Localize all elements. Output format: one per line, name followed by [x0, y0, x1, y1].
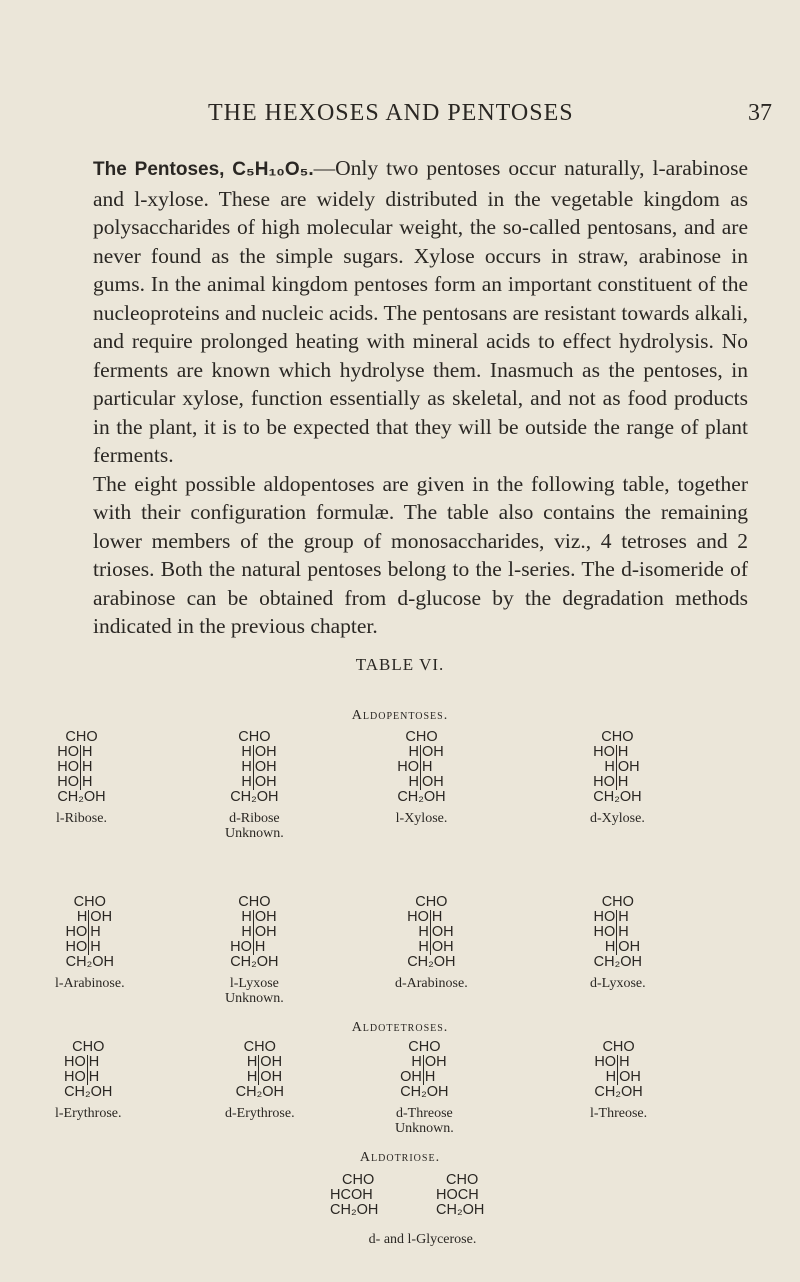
- pentose-left-substituent: HO: [55, 745, 81, 760]
- pentose-row: [228, 745, 281, 760]
- pentose-name: d-Arabinose.: [395, 976, 468, 991]
- pentose-row: [228, 910, 281, 925]
- tetrose-right-substituent: OH: [619, 1069, 641, 1085]
- tetrose-row: [233, 1070, 286, 1085]
- pentose-right-substituent: OH: [618, 939, 641, 955]
- tetrose-left-substituent: H: [398, 1055, 424, 1070]
- tetrose-row: [233, 1055, 286, 1070]
- tetrose-name: l-Erythrose.: [55, 1106, 122, 1121]
- tetrose-right-substituent: H: [619, 1054, 630, 1070]
- pentose-right-substituent: H: [90, 939, 101, 955]
- tetrose-right-substituent: H: [424, 1069, 436, 1085]
- tetrose-top-group: CHO: [602, 1039, 635, 1055]
- triose-left-top: CHO: [342, 1172, 375, 1188]
- page-number: 37: [748, 100, 772, 126]
- pentose-formula: [395, 730, 448, 826]
- pentose-bottom-group: CH₂OH: [57, 789, 106, 805]
- table-title: TABLE VI.: [355, 655, 445, 674]
- pentose-left-substituent: H: [228, 775, 254, 790]
- tetrose-name: d-Erythrose.: [225, 1106, 295, 1121]
- pentose-row: [228, 940, 281, 955]
- pentose-top-group: CHO: [405, 729, 438, 745]
- pentose-row: [591, 940, 644, 955]
- pentose-top-group: CHO: [73, 894, 106, 910]
- pentose-bottom-group: CH₂OH: [397, 789, 446, 805]
- tetrose-left-substituent: H: [233, 1070, 259, 1085]
- tetrose-left-substituent: HO: [62, 1070, 88, 1085]
- pentose-right-substituent: H: [82, 744, 93, 760]
- pentose-note: Unknown.: [225, 991, 284, 1006]
- pentose-left-substituent: H: [228, 745, 254, 760]
- triose-left-mid: HCOH: [330, 1187, 373, 1203]
- pentose-row: [405, 910, 458, 925]
- pentose-row: [55, 775, 108, 790]
- pentose-right-substituent: OH: [254, 909, 277, 925]
- tetrose-left-substituent: H: [233, 1055, 259, 1070]
- tetrose-top-group: CHO: [72, 1039, 105, 1055]
- tetrose-note: Unknown.: [395, 1121, 454, 1136]
- tetrose-top-group: CHO: [408, 1039, 441, 1055]
- pentose-right-substituent: H: [422, 759, 433, 775]
- pentose-left-substituent: HO: [55, 760, 81, 775]
- tetrose-right-substituent: OH: [260, 1069, 283, 1085]
- pentose-row: [591, 910, 644, 925]
- pentose-note: Unknown.: [225, 826, 284, 841]
- pentose-row: [405, 925, 458, 940]
- triose-right-bot: CH₂OH: [436, 1202, 485, 1218]
- pentose-left-substituent: H: [395, 745, 421, 760]
- pentose-row: [63, 910, 116, 925]
- running-header: [0, 100, 800, 130]
- pentose-right-substituent: H: [617, 744, 629, 760]
- pentose-left-substituent: H: [228, 760, 254, 775]
- pentose-left-substituent: H: [591, 940, 617, 955]
- pentose-top-group: CHO: [601, 729, 634, 745]
- pentose-right-substituent: H: [82, 759, 93, 775]
- pentose-left-substituent: HO: [591, 745, 617, 760]
- pentose-right-substituent: H: [90, 924, 101, 940]
- triose-left-bot: CH₂OH: [330, 1202, 379, 1218]
- pentose-right-substituent: H: [618, 909, 629, 925]
- running-title: THE HEXOSES AND PENTOSES: [208, 100, 574, 126]
- pentose-row: [395, 745, 448, 760]
- pentose-row: [55, 760, 108, 775]
- pentose-right-substituent: OH: [254, 774, 277, 790]
- pentose-left-substituent: HO: [591, 910, 617, 925]
- paragraph-body: —Only two pentoses occur naturally, l-arabinose and l-xylose. These are widely distributed in the vegetable kingdom as polysaccharides of high molecular weight, the so-called pentosans, and are never found as the simple sugars. Xylose occurs in straw, arabinose in gums. In the animal kingdom pentoses form an important constituent of the nucleoproteins and nucleic acids. The pentosans are resistant towards alkali, and require prolonged heating with mineral acids to effect hydrolysis. No ferments are known which hydrolyse them. Inasmuch as the pentoses, in particular xylose, function essentially as skeletal, and not as food products in the plant, it is to be expected that they will be outside the range of plant ferments.: [93, 156, 748, 467]
- pentose-bottom-group: CH₂OH: [593, 954, 642, 970]
- pentose-row: [591, 925, 644, 940]
- tetrose-row: [592, 1055, 645, 1070]
- pentose-row: [591, 745, 644, 760]
- tetrose-name: d-Threose: [395, 1106, 453, 1121]
- pentose-row: [55, 745, 108, 760]
- pentose-right-substituent: H: [82, 774, 93, 790]
- tetrose-formula: [590, 1040, 647, 1121]
- pentose-top-group: CHO: [238, 894, 271, 910]
- pentose-row: [228, 775, 281, 790]
- pentose-left-substituent: H: [395, 775, 421, 790]
- pentose-bottom-group: CH₂OH: [593, 789, 642, 805]
- pentose-right-substituent: H: [431, 909, 443, 925]
- pentose-row: [63, 925, 116, 940]
- pentose-top-group: CHO: [415, 894, 448, 910]
- triose-right-top: CHO: [446, 1172, 479, 1188]
- pentose-left-substituent: HO: [591, 775, 617, 790]
- section-aldotetroses: Aldotetroses.: [351, 1020, 449, 1035]
- pentose-left-substituent: H: [405, 925, 431, 940]
- pentose-left-substituent: HO: [63, 925, 89, 940]
- pentose-bottom-group: CH₂OH: [407, 954, 456, 970]
- pentose-bottom-group: CH₂OH: [230, 789, 279, 805]
- paragraph-lead: The Pentoses, C₅H₁₀O₅.: [93, 159, 314, 180]
- pentose-left-substituent: HO: [55, 775, 81, 790]
- tetrose-right-substituent: OH: [424, 1054, 447, 1070]
- tetrose-bottom-group: CH₂OH: [64, 1084, 113, 1100]
- tetrose-formula: [225, 1040, 295, 1121]
- pentose-formula: [225, 730, 284, 841]
- pentose-left-substituent: H: [591, 760, 617, 775]
- pentose-formula: [225, 895, 284, 1006]
- tetrose-row: [62, 1055, 115, 1070]
- section-aldopentoses: Aldopentoses.: [351, 708, 449, 723]
- pentose-right-substituent: OH: [617, 759, 640, 775]
- paragraph-aldopentoses: The eight possible aldopentoses are given in the following table, together with their configuration formulæ. The table also contains the remaining lower members of the group of monosaccharides, viz., 4 tetroses and 2 trioses. Both the natural pentoses belong to the l-series. The d-isomeride of arabinose can be obtained from d-glucose by the degradation methods indicated in the previous chapter.: [93, 471, 748, 638]
- tetrose-right-substituent: OH: [260, 1054, 283, 1070]
- tetrose-row: [398, 1070, 451, 1085]
- tetrose-row: [398, 1055, 451, 1070]
- pentose-name: d-Xylose.: [590, 811, 645, 826]
- pentose-row: [591, 775, 644, 790]
- pentose-bottom-group: CH₂OH: [230, 954, 279, 970]
- pentose-formula: [590, 730, 645, 826]
- paragraph-pentoses: [93, 154, 748, 470]
- pentose-row: [591, 760, 644, 775]
- pentose-left-substituent: HO: [405, 910, 431, 925]
- tetrose-row: [62, 1070, 115, 1085]
- section-aldotriose: Aldotriose.: [359, 1150, 441, 1165]
- pentose-name: d-Ribose: [229, 811, 280, 826]
- pentose-row: [228, 760, 281, 775]
- pentose-right-substituent: OH: [254, 744, 277, 760]
- triose-right: [436, 1173, 484, 1218]
- pentose-right-substituent: OH: [254, 924, 277, 940]
- body-text: [93, 154, 748, 641]
- pentose-right-substituent: OH: [422, 744, 444, 760]
- pentose-right-substituent: H: [618, 924, 629, 940]
- pentose-left-substituent: HO: [591, 925, 617, 940]
- pentose-row: [405, 940, 458, 955]
- pentose-right-substituent: H: [254, 939, 266, 955]
- triose-name: d- and l-Glycerose.: [368, 1232, 477, 1247]
- pentose-right-substituent: OH: [422, 774, 444, 790]
- pentose-right-substituent: OH: [431, 924, 454, 940]
- pentose-left-substituent: H: [63, 910, 89, 925]
- pentose-formula: [590, 895, 646, 991]
- pentose-formula: [395, 895, 468, 991]
- pentose-left-substituent: HO: [395, 760, 421, 775]
- pentose-name: l-Xylose.: [395, 811, 448, 826]
- tetrose-left-substituent: OH: [398, 1070, 424, 1085]
- triose-left: [330, 1173, 378, 1218]
- pentose-top-group: CHO: [601, 894, 634, 910]
- tetrose-bottom-group: CH₂OH: [235, 1084, 284, 1100]
- pentose-name: d-Lyxose.: [590, 976, 646, 991]
- pentose-name: l-Arabinose.: [55, 976, 125, 991]
- pentose-top-group: CHO: [238, 729, 271, 745]
- tetrose-left-substituent: H: [592, 1070, 618, 1085]
- tetrose-bottom-group: CH₂OH: [594, 1084, 643, 1100]
- pentose-left-substituent: H: [228, 925, 254, 940]
- pentose-left-substituent: H: [405, 940, 431, 955]
- pentose-formula: [55, 730, 108, 826]
- pentose-row: [395, 775, 448, 790]
- pentose-right-substituent: OH: [90, 909, 113, 925]
- tetrose-right-substituent: H: [88, 1054, 100, 1070]
- pentose-name: l-Ribose.: [56, 811, 107, 826]
- pentose-left-substituent: H: [228, 910, 254, 925]
- pentose-row: [228, 925, 281, 940]
- tetrose-formula: [55, 1040, 121, 1121]
- pentose-right-substituent: OH: [254, 759, 277, 775]
- pentose-right-substituent: H: [617, 774, 629, 790]
- pentose-top-group: CHO: [65, 729, 98, 745]
- tetrose-name: l-Threose.: [590, 1106, 648, 1121]
- pentose-bottom-group: CH₂OH: [65, 954, 114, 970]
- pentose-formula: [55, 895, 125, 991]
- pentose-left-substituent: HO: [228, 940, 254, 955]
- pentose-name: l-Lyxose: [229, 976, 279, 991]
- pentose-right-substituent: OH: [431, 939, 454, 955]
- tetrose-bottom-group: CH₂OH: [400, 1084, 449, 1100]
- tetrose-left-substituent: HO: [592, 1055, 618, 1070]
- tetrose-left-substituent: HO: [62, 1055, 88, 1070]
- tetrose-formula: [395, 1040, 454, 1136]
- tetrose-top-group: CHO: [243, 1039, 276, 1055]
- pentose-left-substituent: HO: [63, 940, 89, 955]
- triose-right-mid: HOCH: [436, 1187, 479, 1203]
- tetrose-right-substituent: H: [88, 1069, 100, 1085]
- pentose-row: [63, 940, 116, 955]
- pentose-row: [395, 760, 448, 775]
- tetrose-row: [592, 1070, 645, 1085]
